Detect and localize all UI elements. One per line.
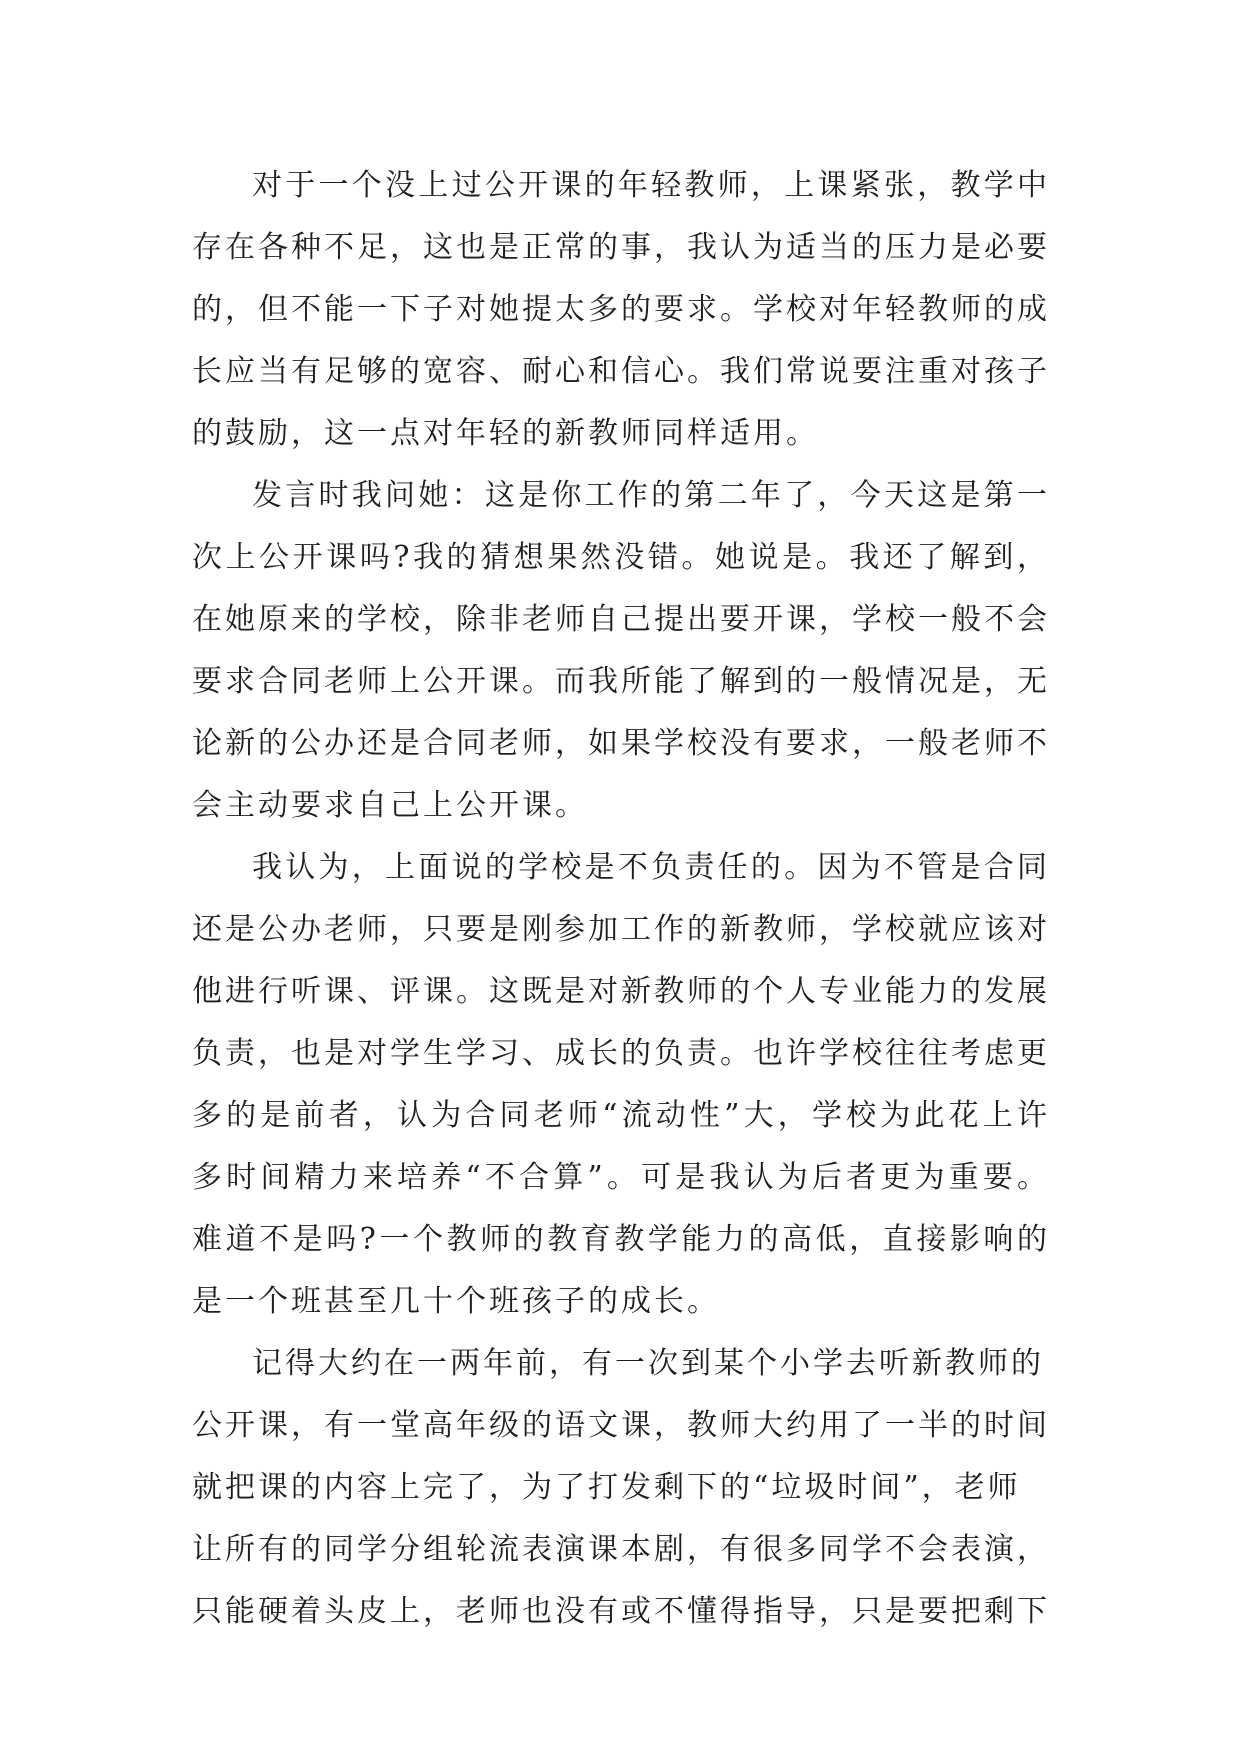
paragraph-2: 发言时我问她：这是你工作的第二年了，今天这是第一次上公开课吗?我的猜想果然没错。她说是。我还了解到，在她原来的学校，除非老师自己提出要开课，学校一般不会要求合同老师上公开课。而我所能了解到的一般情况是，无论新的公办还是合同老师，如果学校没有要求，一般老师不会主动要求自己上公开课。: [192, 478, 1050, 823]
body-text: [192, 155, 1050, 1643]
paragraph-4: 记得大约在一两年前，有一次到某个小学去听新教师的公开课，有一堂高年级的语文课，教师大约用了一半的时间就把课的内容上完了，为了打发剩下的“垃圾时间”，老师让所有的同学分组轮流表演课本剧，有很多同学不会表演，只能硬着头皮上，老师也没有或不懂得指导，只是要把剩下: [192, 1346, 1050, 1629]
paragraph-1: 对于一个没上过公开课的年轻教师，上课紧张，教学中存在各种不足，这也是正常的事，我认为适当的压力是必要的，但不能一下子对她提太多的要求。学校对年轻教师的成长应当有足够的宽容、耐心和信心。我们常说要注重对孩子的鼓励，这一点对年轻的新教师同样适用。: [192, 168, 1050, 451]
paragraph-3: 我认为，上面说的学校是不负责任的。因为不管是合同还是公办老师，只要是刚参加工作的新教师，学校就应该对他进行听课、评课。这既是对新教师的个人专业能力的发展负责，也是对学生学习、成长的负责。也许学校往往考虑更多的是前者，认为合同老师“流动性”大，学校为此花上许多时间精力来培养“不合算”。可是我认为后者更为重要。难道不是吗?一个教师的教育教学能力的高低，直接影响的是一个班甚至几十个班孩子的成长。: [192, 850, 1050, 1319]
